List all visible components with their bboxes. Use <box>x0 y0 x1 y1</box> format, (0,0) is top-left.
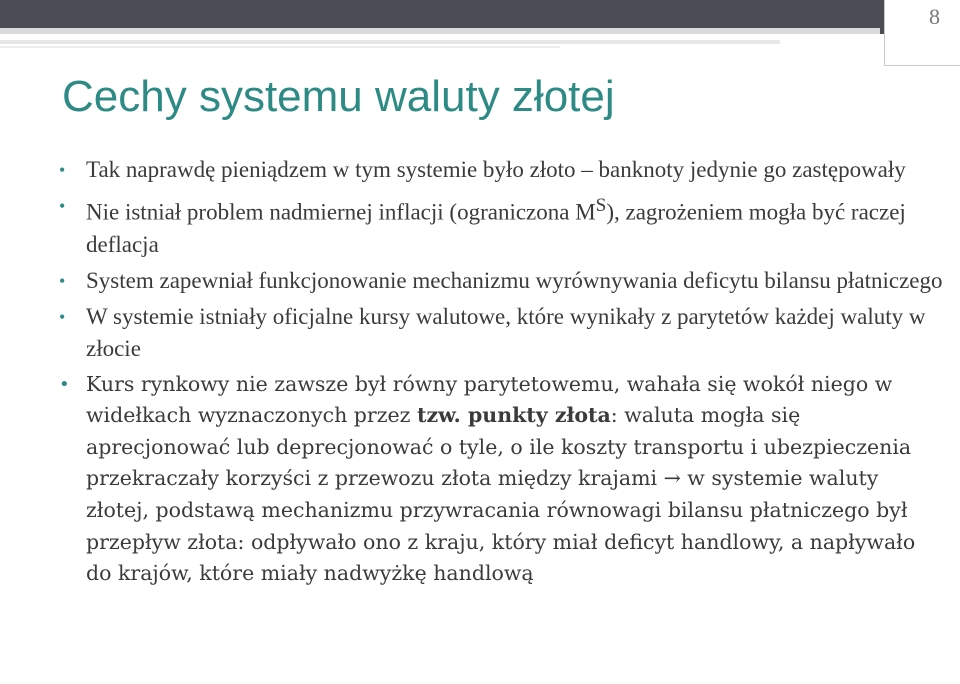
arrow-right-icon: → <box>663 466 681 491</box>
bullet-text: w systemie waluty złotej, podstawą mechanizmu przywracania równowagi bilansu płatniczego był przepływ złota: odpływało ono z kraju, który miał deficyt handlowy, a napływało do krajów, które miały nadwyżkę handlową <box>86 466 916 586</box>
bullet-item <box>56 301 946 365</box>
bullet-text: Nie istniał problem nadmiernej inflacji (ograniczona M <box>86 199 596 225</box>
bullet-list <box>56 154 946 594</box>
bullet-text: W systemie istniały oficjalne kursy walutowe, które wynikały z parytetów każdej waluty w złocie <box>86 303 926 361</box>
slide-title: Cechy systemu waluty złotej <box>62 72 615 121</box>
bullet-dot-icon: • <box>59 270 66 291</box>
superscript: S <box>595 195 607 216</box>
bullet-item <box>56 190 946 261</box>
bold-term: tzw. punkty złota <box>416 403 611 428</box>
bullet-dot-icon: • <box>59 306 66 327</box>
bullet-text: System zapewniał funkcjonowanie mechanizmu wyrównywania deficytu bilansu płatniczego <box>86 267 943 293</box>
slide-number-box <box>884 0 960 66</box>
bullet-dot-icon: • <box>59 160 66 180</box>
top-bar <box>0 0 960 34</box>
bullet-text: Tak naprawdę pieniądzem w tym systemie było złoto – banknoty jedynie go zastępowały <box>86 157 906 182</box>
bullet-text: ), zagrożeniem mogła być raczej deflacja <box>86 199 906 257</box>
top-bar-accent <box>0 28 880 34</box>
bullet-item <box>56 154 946 186</box>
bullet-dot-icon: • <box>59 196 66 216</box>
bullet-text: Kurs rynkowy nie zawsze był równy parytetowemu, wahała się wokół niego w widełkach wyznaczonych przez <box>86 371 893 428</box>
bullet-item <box>56 265 946 297</box>
slide-number: 8 <box>929 4 940 29</box>
bullet-item <box>56 369 946 590</box>
header-stripe-thin <box>0 46 560 48</box>
header-stripe <box>0 40 780 44</box>
bullet-dot-icon: • <box>59 373 70 395</box>
bullet-text: : waluta mogła się aprecjonować lub deprecjonować o tyle, o ile koszty transportu i ubezpieczenia przekraczały korzyści z przewozu złota między krajami <box>86 403 912 491</box>
